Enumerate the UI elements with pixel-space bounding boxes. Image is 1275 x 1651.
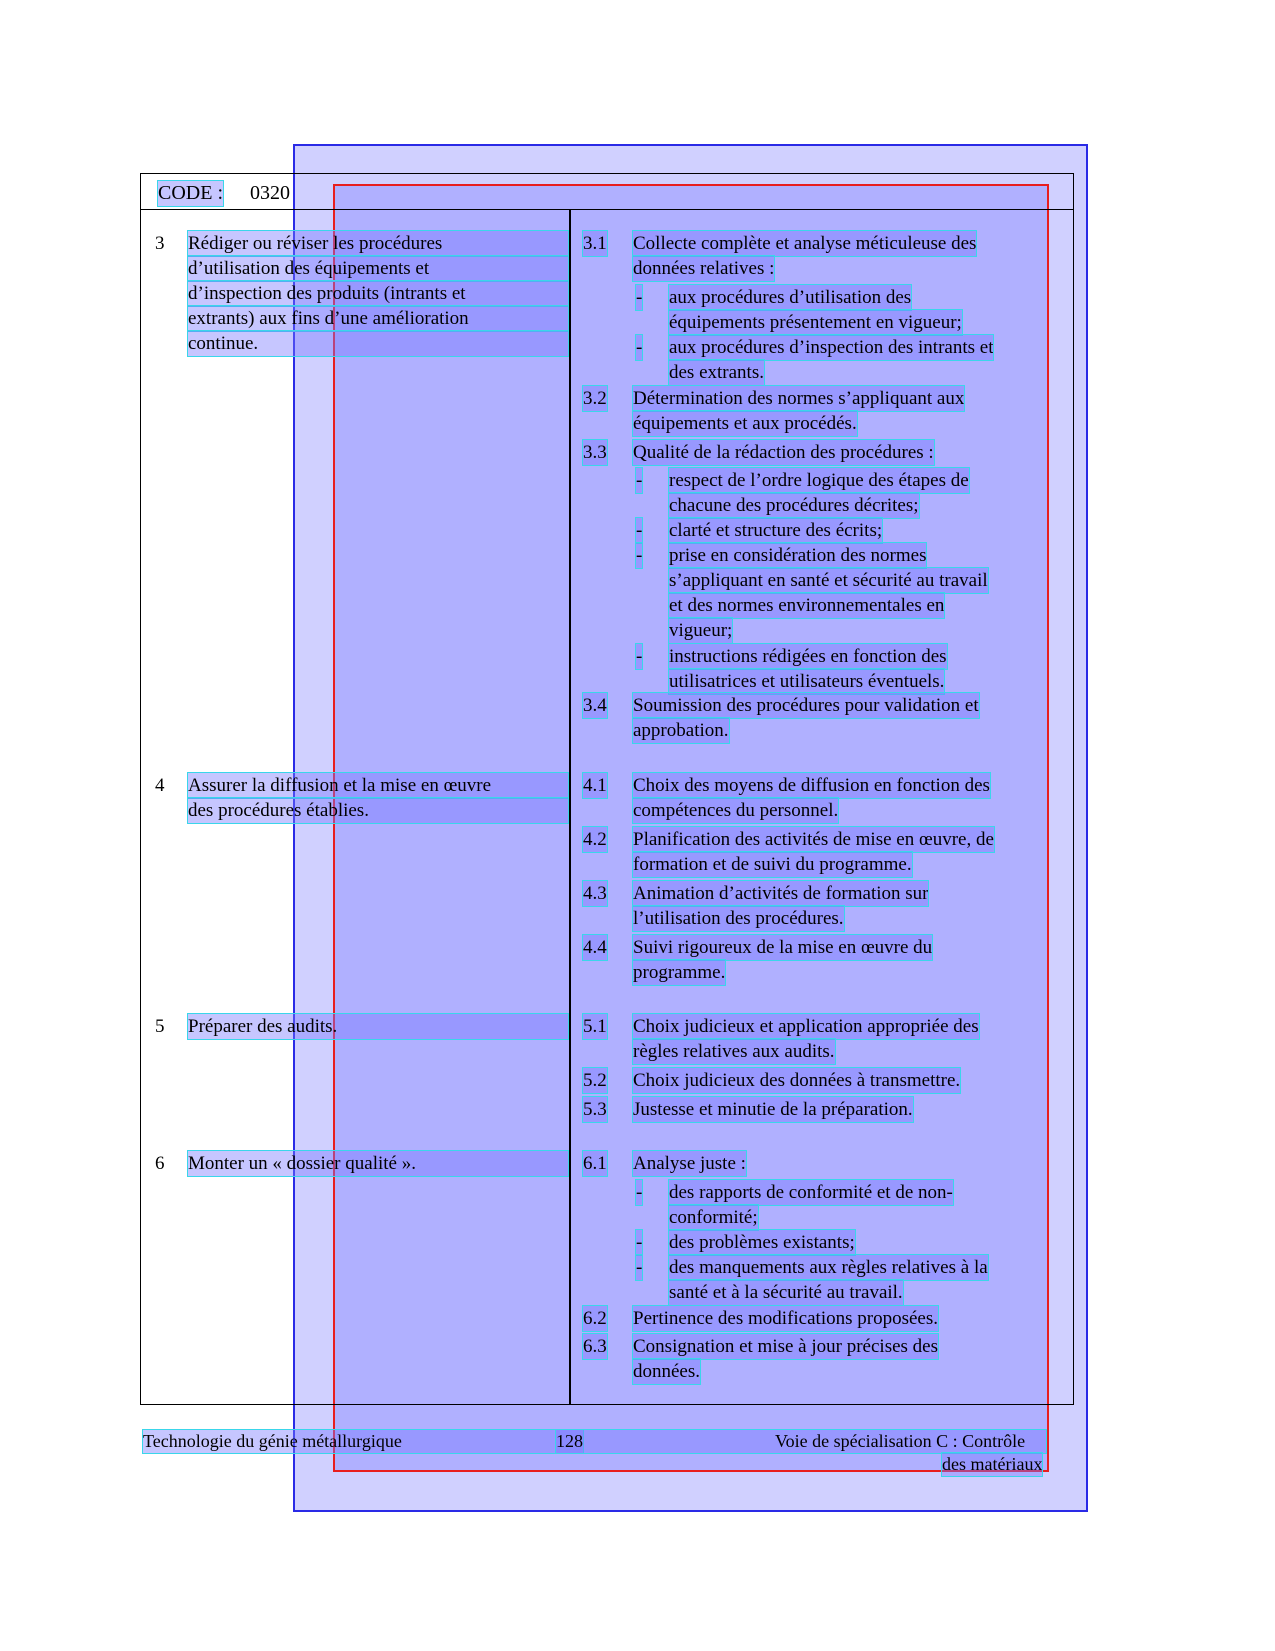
- criterion-number: 3.3: [583, 442, 607, 463]
- bullet-text-line: s’appliquant en santé et sécurité au travail: [669, 570, 988, 591]
- criterion-number: 3.1: [583, 233, 607, 254]
- bullet-text-line: conformité;: [669, 1207, 758, 1228]
- criterion-text-line: données relatives :: [633, 258, 775, 279]
- criterion-number: 4.3: [583, 883, 607, 904]
- criterion-number: 4.1: [583, 775, 607, 796]
- element-text-line: Monter un « dossier qualité ».: [188, 1151, 568, 1176]
- element-number: 5: [155, 1016, 165, 1037]
- bullet-dash: -: [636, 1182, 643, 1203]
- bullet-text-line: des manquements aux règles relatives à la: [669, 1257, 988, 1278]
- code-label: CODE :: [158, 182, 223, 204]
- element-text-line: extrants) aux fins d’une amélioration: [188, 306, 568, 331]
- bullet-text-line: des rapports de conformité et de non-: [669, 1182, 953, 1203]
- element-text-line: Rédiger ou réviser les procédures: [188, 231, 568, 256]
- criterion-text-line: règles relatives aux audits.: [633, 1041, 835, 1062]
- bullet-text-line: respect de l’ordre logique des étapes de: [669, 470, 969, 491]
- criterion-number: 5.3: [583, 1099, 607, 1120]
- bullet-text-line: et des normes environnementales en: [669, 595, 945, 616]
- bullet-text-line: prise en considération des normes: [669, 545, 927, 566]
- criterion-number: 6.1: [583, 1153, 607, 1174]
- criterion-text-line: l’utilisation des procédures.: [633, 908, 844, 929]
- bullet-text-line: aux procédures d’inspection des intrants et: [669, 337, 994, 358]
- criterion-number: 5.1: [583, 1016, 607, 1037]
- bullet-dash: -: [636, 470, 643, 491]
- bullet-dash: -: [636, 545, 643, 566]
- element-number: 4: [155, 775, 165, 796]
- code-value: 0320: [250, 182, 290, 204]
- criterion-number: 4.2: [583, 829, 607, 850]
- criterion-text-line: compétences du personnel.: [633, 800, 839, 821]
- bullet-text-line: chacune des procédures décrites;: [669, 495, 919, 516]
- criterion-text-line: programme.: [633, 962, 726, 983]
- bullet-text-line: des extrants.: [669, 362, 764, 383]
- bullet-text-line: des problèmes existants;: [669, 1232, 855, 1253]
- criterion-text-line: Justesse et minutie de la préparation.: [633, 1099, 913, 1120]
- criterion-text-line: Soumission des procédures pour validation et: [633, 695, 979, 716]
- element-number: 3: [155, 233, 165, 254]
- bullet-text-line: clarté et structure des écrits;: [669, 520, 883, 541]
- footer-section-title-line: des matériaux: [942, 1454, 1043, 1474]
- criterion-text-line: Consignation et mise à jour précises des: [633, 1336, 938, 1357]
- criterion-number: 3.2: [583, 388, 607, 409]
- bullet-dash: -: [636, 520, 643, 541]
- element-text-line: Préparer des audits.: [188, 1014, 568, 1039]
- criterion-text-line: Choix des moyens de diffusion en fonction des: [633, 775, 990, 796]
- criterion-number: 4.4: [583, 937, 607, 958]
- criterion-number: 6.3: [583, 1336, 607, 1357]
- footer-section-title-line: Voie de spécialisation C : Contrôle: [775, 1431, 1026, 1451]
- element-number: 6: [155, 1153, 165, 1174]
- criterion-text-line: formation et de suivi du programme.: [633, 854, 912, 875]
- bullet-text-line: équipements présentement en vigueur;: [669, 312, 962, 333]
- bullet-text-line: santé et à la sécurité au travail.: [669, 1282, 903, 1303]
- bullet-text-line: vigueur;: [669, 620, 733, 641]
- criterion-text-line: Collecte complète et analyse méticuleuse des: [633, 233, 977, 254]
- criterion-text-line: approbation.: [633, 720, 729, 741]
- bullet-dash: -: [636, 1232, 643, 1253]
- criterion-text-line: Qualité de la rédaction des procédures :: [633, 442, 934, 463]
- criterion-text-line: Choix judicieux et application appropriée des: [633, 1016, 979, 1037]
- element-text-line: Assurer la diffusion et la mise en œuvre: [188, 773, 568, 798]
- header-divider: [140, 209, 1074, 210]
- bullet-dash: -: [636, 287, 643, 308]
- footer-program-title: Technologie du génie métallurgique: [143, 1430, 583, 1453]
- bullet-dash: -: [636, 1257, 643, 1278]
- criterion-text-line: Pertinence des modifications proposées.: [633, 1308, 938, 1329]
- bullet-text-line: instructions rédigées en fonction des: [669, 646, 947, 667]
- criterion-text-line: Suivi rigoureux de la mise en œuvre du: [633, 937, 933, 958]
- criterion-text-line: Détermination des normes s’appliquant aux: [633, 388, 965, 409]
- bullet-text-line: aux procédures d’utilisation des: [669, 287, 912, 308]
- footer-page-number: 128: [556, 1430, 1046, 1453]
- criterion-text-line: Animation d’activités de formation sur: [633, 883, 929, 904]
- criterion-number: 6.2: [583, 1308, 607, 1329]
- criterion-text-line: équipements et aux procédés.: [633, 413, 857, 434]
- element-text-line: continue.: [188, 331, 568, 356]
- criterion-text-line: Choix judicieux des données à transmettre.: [633, 1070, 961, 1091]
- criterion-text-line: Analyse juste :: [633, 1153, 746, 1174]
- element-text-line: des procédures établies.: [188, 798, 568, 823]
- element-text-line: d’utilisation des équipements et: [188, 256, 568, 281]
- element-text-line: d’inspection des produits (intrants et: [188, 281, 568, 306]
- bullet-dash: -: [636, 337, 643, 358]
- criterion-text-line: données.: [633, 1361, 701, 1382]
- column-divider: [569, 210, 571, 1405]
- bullet-dash: -: [636, 646, 643, 667]
- criterion-number: 5.2: [583, 1070, 607, 1091]
- criterion-number: 3.4: [583, 695, 607, 716]
- criterion-text-line: Planification des activités de mise en œuvre, de: [633, 829, 994, 850]
- bullet-text-line: utilisatrices et utilisateurs éventuels.: [669, 671, 945, 692]
